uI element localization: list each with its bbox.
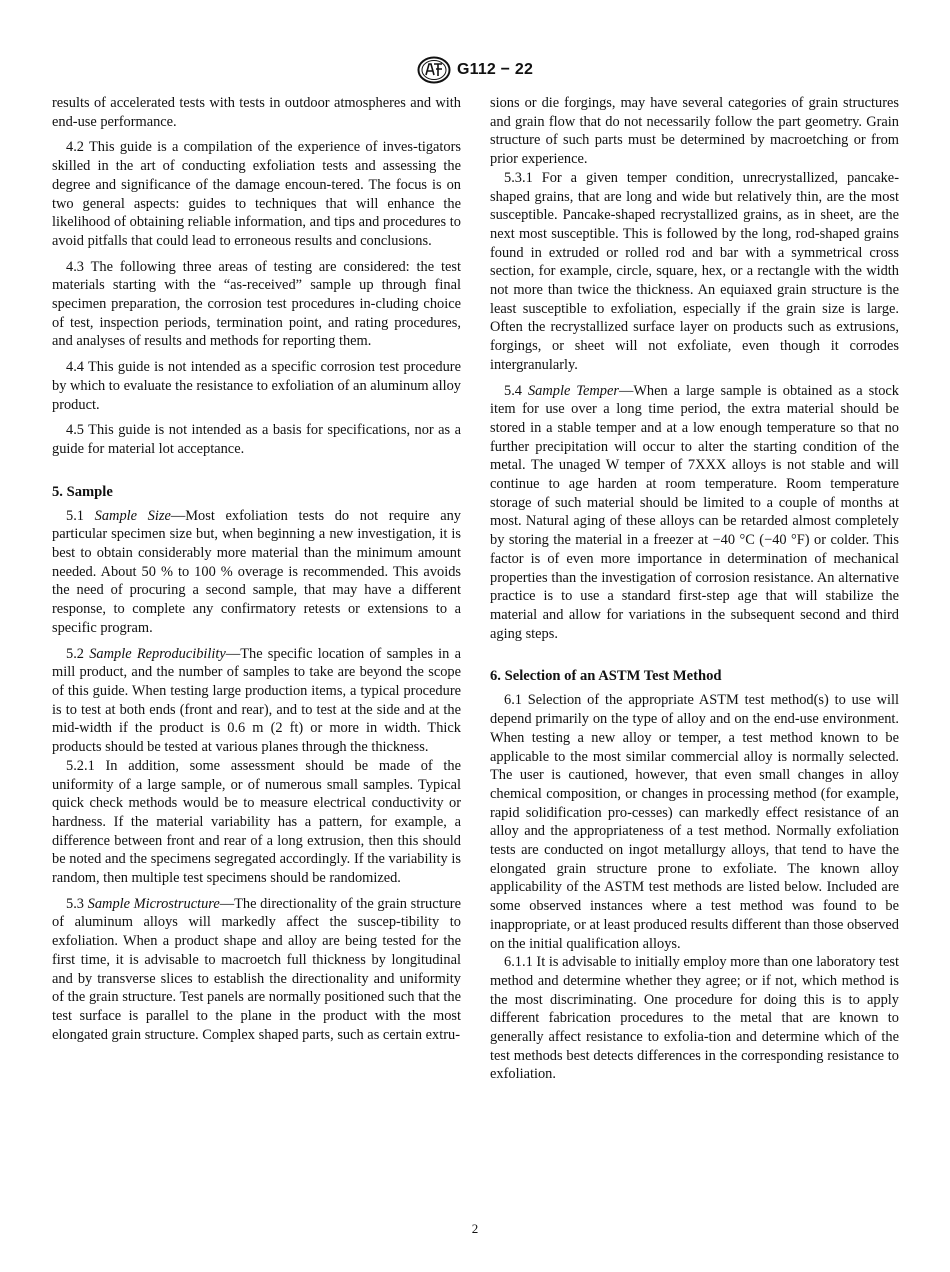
paragraph-6-1: 6.1 Selection of the appropriate ASTM test method(s) to use will depend primarily on the type of alloy and on the end-use environment. When testing a new alloy or temper, a test method known to be applicable to the most similar commercial alloy is normally selected. The user is cautioned, however, that even small changes in alloy chemical composition, or changes in processing method (for example, rapid solidification pro-cesses) can markedly effect resistance of an alloy and the appropriateness of a test method. Normally exfoliation tests are conducted on ingot metallurgy alloys, that tend to have the elongated grain structure prone to exfoliate. The known alloy applicability of the ASTM test methods are listed below. Included are some observed instances where a test method was found to be inappropriate, or at least produced results different than those observed on the initial qualification alloys.	[490, 692, 899, 952]
section-5-heading: 5. Sample	[52, 483, 113, 500]
paragraph-5-4	[490, 382, 899, 644]
paragraph-5-3-title: Sample Microstructure	[87, 895, 220, 912]
paragraph-4-3: 4.3 The following three areas of testing are considered: the test materials starting with the “as-received” sample up through final specimen preparation, the corrosion test procedures in-cluding choice of test, inspection periods, termination point, and rating procedures, and analyses of results and methods for reporting them.	[52, 258, 461, 350]
document-designation: G112 − 22	[456, 61, 534, 78]
paragraph-5-1-title: Sample Size	[94, 507, 171, 524]
paragraph-5-4-number: 5.4	[504, 382, 522, 399]
page-header	[0, 55, 950, 85]
paragraph-5-3-1: 5.3.1 For a given temper condition, unrecrystallized, pancake-shaped grains, that are long and wide but relatively thin, are the most susceptible. Pancake-shaped recrystallized grains, as in sheet, are the next most susceptible. This is followed by the long, rod-shaped grains found in extruded or rolled rod and bar with a symmetrical cross section, for example, circle, square, hex, or a rectangle with the width not more than twice the thickness. An equiaxed grain structure is the least susceptible to exfoliation, especially if the grain size is large. Often the recrystallized surface layer on products such as extrusions, forgings, or sheet will not exfoliate, even though it corrodes intergranularly.	[490, 169, 899, 373]
paragraph-4-4: 4.4 This guide is not intended as a specific corrosion test procedure by which to evaluate the resistance to exfoliation of an aluminum alloy product.	[52, 359, 461, 413]
paragraph-5-1-number: 5.1	[66, 507, 84, 524]
paragraph-5-3	[52, 895, 461, 1045]
paragraph-4-5: 4.5 This guide is not intended as a basis for specifications, nor as a guide for material lot acceptance.	[52, 422, 461, 457]
section-6-heading: 6. Selection of an ASTM Test Method	[490, 668, 722, 685]
paragraph-5-3-number: 5.3	[66, 895, 84, 912]
paragraph-5-2-body: —The specific location of samples in a mill product, and the number of samples to take are beyond the scope of this guide. When testing large production items, a typical procedure is to test at both ends (front and rear), and to test at the side and at the mid-width if the product is 0.6 m (2 ft) or more in width. Thick products should be tested at various planes through the thickness.	[52, 645, 461, 756]
paragraph-5-4-title: Sample Temper	[527, 382, 619, 399]
paragraph-6-1-1: 6.1.1 It is advisable to initially employ more than one laboratory test method and determine whether they agree; or if not, which method is the most discriminating. One procedure for doing this is to apply different fabrication procedures to the metal that are known to generally affect resistance to exfolia-tion and determine which of the test methods best detects differences in the corresponding resistance to exfoliation.	[490, 954, 899, 1083]
paragraph-5-2-1: 5.2.1 In addition, some assessment should be made of the uniformity of a large sample, or of numerous small samples. Typical quick check methods would be to measure electrical conductivity or hardness. If the material variability has a pattern, for example, a difference between front and rear of a long extrusion, then this should be noted and the specimens segregated accordingly. If the variability is random, then multiple test specimens should be randomized.	[52, 757, 461, 887]
left-column	[52, 94, 461, 1044]
paragraph-4-2: 4.2 This guide is a compilation of the experience of inves-tigators skilled in the art of conducting exfoliation tests and assessing the degree and significance of the damage encoun-tered. The focus is on two general aspects: guides to techniques that will enhance the likelihood of obtaining reliable information, and tips and procedures to avoid pitfalls that could lead to erroneous results and conclusions.	[52, 139, 461, 249]
paragraph-5-4-body: —When a large sample is obtained as a stock item for use over a long time period, the extra material should be stored in a stable temper and at a low enough temperature so that no further precipitation will occur to alter the starting condition of the metal. The unaged W temper of 7XXX alloys is not stable and will continue to age harden at room temperature. Room temperature storage of such material should be limited to a couple of months at most. Natural aging of these alloys can be retarded almost completely by storing the material in a freezer at −40 °C (−40 °F) or colder. This factor is of even more importance in determination of mechanical properties than the investigation of corrosion resistance. An alternative practice is to use a standard first-step age that will stabilize the material and allow for variations in the subsequent second and third aging steps.	[490, 382, 899, 642]
page-number: 2	[471, 1221, 479, 1236]
paragraph-5-3-continued: sions or die forgings, may have several categories of grain structures and grain flow that do not necessarily follow the part geometry. Grain structure of such parts must be determined by macroetching or from prior experience.	[490, 95, 899, 168]
paragraph-5-2	[52, 645, 461, 757]
right-column	[490, 94, 899, 1084]
paragraph-5-2-number: 5.2	[66, 645, 84, 662]
paragraph-5-2-title: Sample Reproducibility	[89, 645, 226, 662]
paragraph-5-1	[52, 507, 461, 638]
astm-logo-icon	[417, 56, 451, 84]
paragraph-4-1-continued: results of accelerated tests with tests in outdoor atmospheres and with end-use performance.	[52, 95, 461, 130]
paragraph-5-3-body: —The directionality of the grain structure of aluminum alloys will markedly affect the suscep-tibility to exfoliation. When a product shape and alloy are being tested for the first time, it is advisable to macroetch full thickness by longitudinal and by transverse slices to establish the directionality and uniformity of the grain structure. Test panels are normally positioned such that the test surface is parallel to the plane in the product with the most elongated grain structure. Complex shaped parts, such as certain extru-	[52, 895, 461, 1043]
paragraph-5-1-body: —Most exfoliation tests do not require any particular specimen size but, when beginning a new investigation, it is best to obtain considerably more material than the minimum amount needed. About 50 % to 100 % overage is recommended. This avoids the need of procuring a second sample, that may have a different response, to complete any confirmatory retests or extensions to a specific program.	[52, 507, 461, 636]
